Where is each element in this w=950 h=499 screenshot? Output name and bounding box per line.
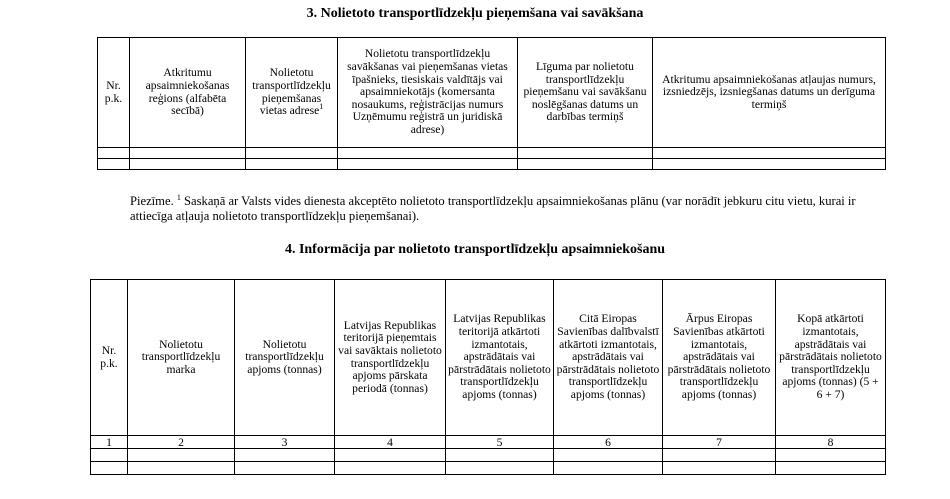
section-3-title: 3. Nolietoto transportlīdzekļu pieņemšana vai savākšana <box>306 6 644 21</box>
column-number: 5 <box>446 436 554 449</box>
table-cell[interactable] <box>776 462 886 475</box>
section-4-title: 4. Informācija par nolietoto transportlīdzekļu apsaimniekošanu <box>284 242 666 257</box>
table-cell[interactable] <box>98 159 130 170</box>
table-cell[interactable] <box>518 148 653 159</box>
table-cell[interactable] <box>554 462 663 475</box>
table-cell[interactable] <box>518 159 653 170</box>
table-cell[interactable] <box>663 462 776 475</box>
col-brand-header: Nolietotu transportlīdzekļu marka <box>128 280 235 436</box>
table-cell[interactable] <box>776 449 886 462</box>
column-number: 7 <box>663 436 776 449</box>
col-owner-header: Nolietotu transportlīdzekļu savākšanas vai pieņemšanas vietas īpašnieks, tiesiskais valdītājs vai apsaimniekotājs (komersanta nosaukums, reģistrācijas numurs Uzņēmumu reģistrā un juridiskā adrese) <box>338 38 518 148</box>
col-number-header: Nr. p.k. <box>98 38 130 148</box>
column-number: 3 <box>235 436 335 449</box>
table-row <box>91 449 886 462</box>
table-cell[interactable] <box>446 462 554 475</box>
table-row <box>98 148 886 159</box>
col-region-header: Atkritumu apsaimniekošanas reģions (alfabēta secībā) <box>130 38 246 148</box>
column-number: 8 <box>776 436 886 449</box>
table-cell[interactable] <box>653 159 886 170</box>
table-cell[interactable] <box>446 449 554 462</box>
col-volume-header: Nolietotu transportlīdzekļu apjoms (tonnas) <box>235 280 335 436</box>
table-cell[interactable] <box>128 449 235 462</box>
note-mark: 1 <box>176 192 181 202</box>
col-contract-header: Līguma par nolietotu transportlīdzekļu pieņemšanu vai savākšanu noslēgšanas datums un darbības termiņš <box>518 38 653 148</box>
col-lv-recycled-header: Latvijas Republikas teritorijā atkārtoti izmantotais, apstrādātais vai pārstrādātais nolietoto transportlīdzekļu apjoms (tonnas) <box>446 280 554 436</box>
column-number: 1 <box>91 436 128 449</box>
table-cell[interactable] <box>128 462 235 475</box>
column-number-row <box>91 436 886 449</box>
table-cell[interactable] <box>653 148 886 159</box>
table-cell[interactable] <box>554 449 663 462</box>
table-cell[interactable] <box>235 462 335 475</box>
table-row <box>98 159 886 170</box>
table-cell[interactable] <box>91 462 128 475</box>
table-cell[interactable] <box>335 449 446 462</box>
col-address-header: Nolietotu transportlīdzekļu pieņemšanas vietas adrese$^1$ <box>246 38 338 148</box>
table-cell[interactable] <box>246 159 338 170</box>
pickup-points-table <box>97 37 886 170</box>
note-label: Piezīme. <box>130 194 174 208</box>
col-number-header: Nr. p.k. <box>91 280 128 436</box>
table-cell[interactable] <box>338 148 518 159</box>
col-lv-collected-header: Latvijas Republikas teritorijā pieņemtais vai savāktais nolietoto transportlīdzekļu apjoms pārskata periodā (tonnas) <box>335 280 446 436</box>
table-cell[interactable] <box>246 148 338 159</box>
footnote-mark: 1 <box>319 102 324 112</box>
table-cell[interactable] <box>98 148 130 159</box>
table-cell[interactable] <box>335 462 446 475</box>
column-number: 6 <box>554 436 663 449</box>
footnote-note <box>130 194 890 224</box>
note-text: Saskaņā ar Valsts vides dienesta akceptēto nolietoto transportlīdzekļu apsaimniekošanas plānu (var norādīt jebkuru citu vietu, kurai ir attiecīga atļauja nolietoto transportlīdzekļu pieņemšanai). <box>130 194 856 223</box>
col-non-eu-recycled-header: Ārpus Eiropas Savienības atkārtoti izmantotais, apstrādātais vai pārstrādātais nolietoto transportlīdzekļu apjoms (tonnas) <box>663 280 776 436</box>
table-cell[interactable] <box>235 449 335 462</box>
table-cell[interactable] <box>338 159 518 170</box>
col-permit-header: Atkritumu apsaimniekošanas atļaujas numurs, izsniedzējs, izsniegšanas datums un derīguma termiņš <box>653 38 886 148</box>
col-eu-recycled-header: Citā Eiropas Savienības dalībvalstī atkārtoti izmantotais, apstrādātais vai pārstrādātais nolietoto transportlīdzekļu apjoms (tonnas) <box>554 280 663 436</box>
column-number: 2 <box>128 436 235 449</box>
table-cell[interactable] <box>130 159 246 170</box>
col-total-recycled-header: Kopā atkārtoti izmantotais, apstrādātais vai pārstrādātais nolietoto transportlīdzekļu apjoms (tonnas) (5 + 6 + 7) <box>776 280 886 436</box>
table-cell[interactable] <box>130 148 246 159</box>
vehicle-management-table <box>90 279 886 475</box>
column-number: 4 <box>335 436 446 449</box>
table-cell[interactable] <box>91 449 128 462</box>
table-row <box>91 462 886 475</box>
table-cell[interactable] <box>663 449 776 462</box>
